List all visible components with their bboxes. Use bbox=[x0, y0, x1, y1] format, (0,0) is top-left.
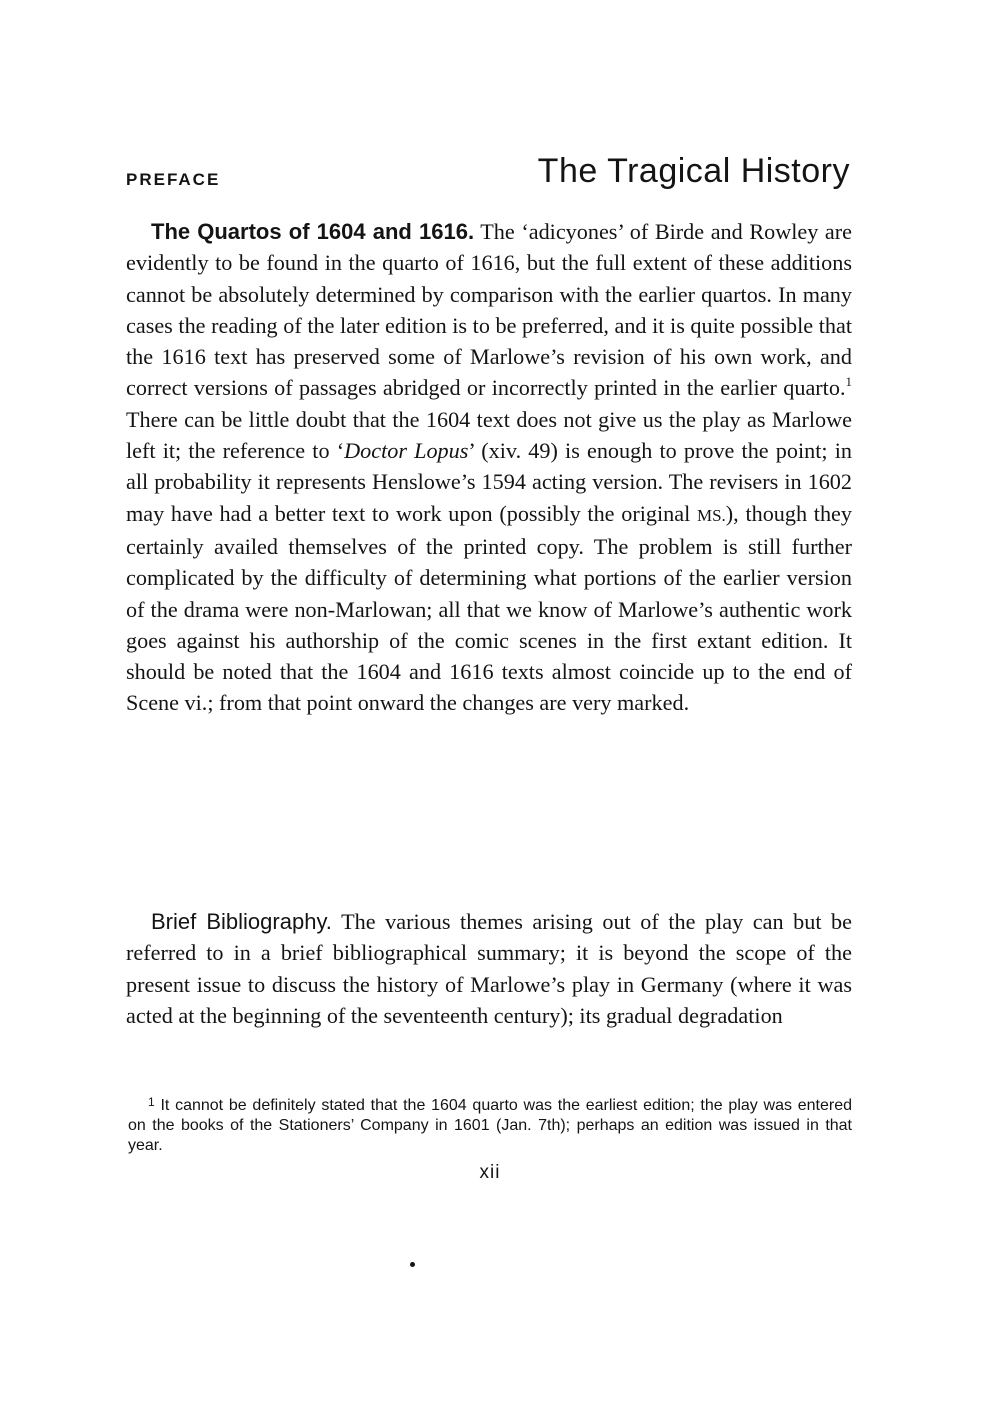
footnote bbox=[128, 1096, 852, 1156]
small-caps-abbreviation: MS. bbox=[696, 505, 726, 525]
paragraph bbox=[126, 216, 852, 719]
page-number: xii bbox=[479, 1162, 501, 1183]
section-heading: Brief Bibliography. bbox=[151, 909, 332, 934]
italic-title: Doctor Lopus bbox=[344, 438, 469, 464]
section-heading: The Quartos of 1604 and 1616. bbox=[151, 219, 475, 244]
body-text: ), though they certainly availed themselves of the printed copy. The problem is still further complicated by the difficulty of determining what portions of the earlier version of the drama were non-Marlowan; all that we know of Marlowe’s authentic work goes against his authorship of the comic scenes in the first extant edition. It should be noted that the 1604 and 1616 texts almost coincide up to the end of Scene vi.; from that point onward the changes are very marked. bbox=[126, 500, 852, 716]
body-text: ’ (xiv. 49) is enough to prove the point; in all probability it represents Henslowe’s 1594 acting version. The revisers in 1602 may have had a better text to work upon (possibly the original bbox=[126, 438, 852, 526]
footnote-text: It cannot be definitely stated that the 1604 quarto was the earliest edition; the play was entered on the books of the Stationers’ Company in 1601 (Jan. 7th); perhaps an edition was issued in that year. bbox=[128, 1097, 852, 1154]
running-head-section: PREFACE bbox=[126, 170, 221, 189]
section-bibliography bbox=[126, 906, 852, 1031]
body-text: The ‘adicyones’ of Birde and Rowley are evidently to be found in the quarto of 1616, but the full extent of these additions cannot be absolutely determined by comparison with the earlier quartos. In many cases the reading of the later edition is to be preferred, and it is quite possible that the 1616 text has preserved some of Marlowe’s revision of his own work, and correct versions of passages abridged or incorrectly printed in the earlier quarto. bbox=[126, 219, 853, 401]
section-quartos bbox=[126, 216, 852, 719]
print-speck bbox=[410, 1262, 415, 1267]
footnote-mark: 1 bbox=[148, 1095, 155, 1109]
body-text: There can be little doubt that the 1604 text does not give us the play as Marlowe left it; the reference to ‘ bbox=[126, 406, 852, 464]
footnotes bbox=[128, 1096, 852, 1156]
body-text: The various themes arising out of the play can but be referred to in a brief bibliographical summary; it is beyond the scope of the present issue to discuss the history of Marlowe’s play in Germany (where it was acted at the beginning of the seventeenth century); its gradual degradation bbox=[126, 909, 852, 1028]
paragraph bbox=[126, 906, 852, 1031]
running-head-title: The Tragical History bbox=[537, 152, 850, 190]
footnote-reference: 1 bbox=[845, 374, 852, 390]
